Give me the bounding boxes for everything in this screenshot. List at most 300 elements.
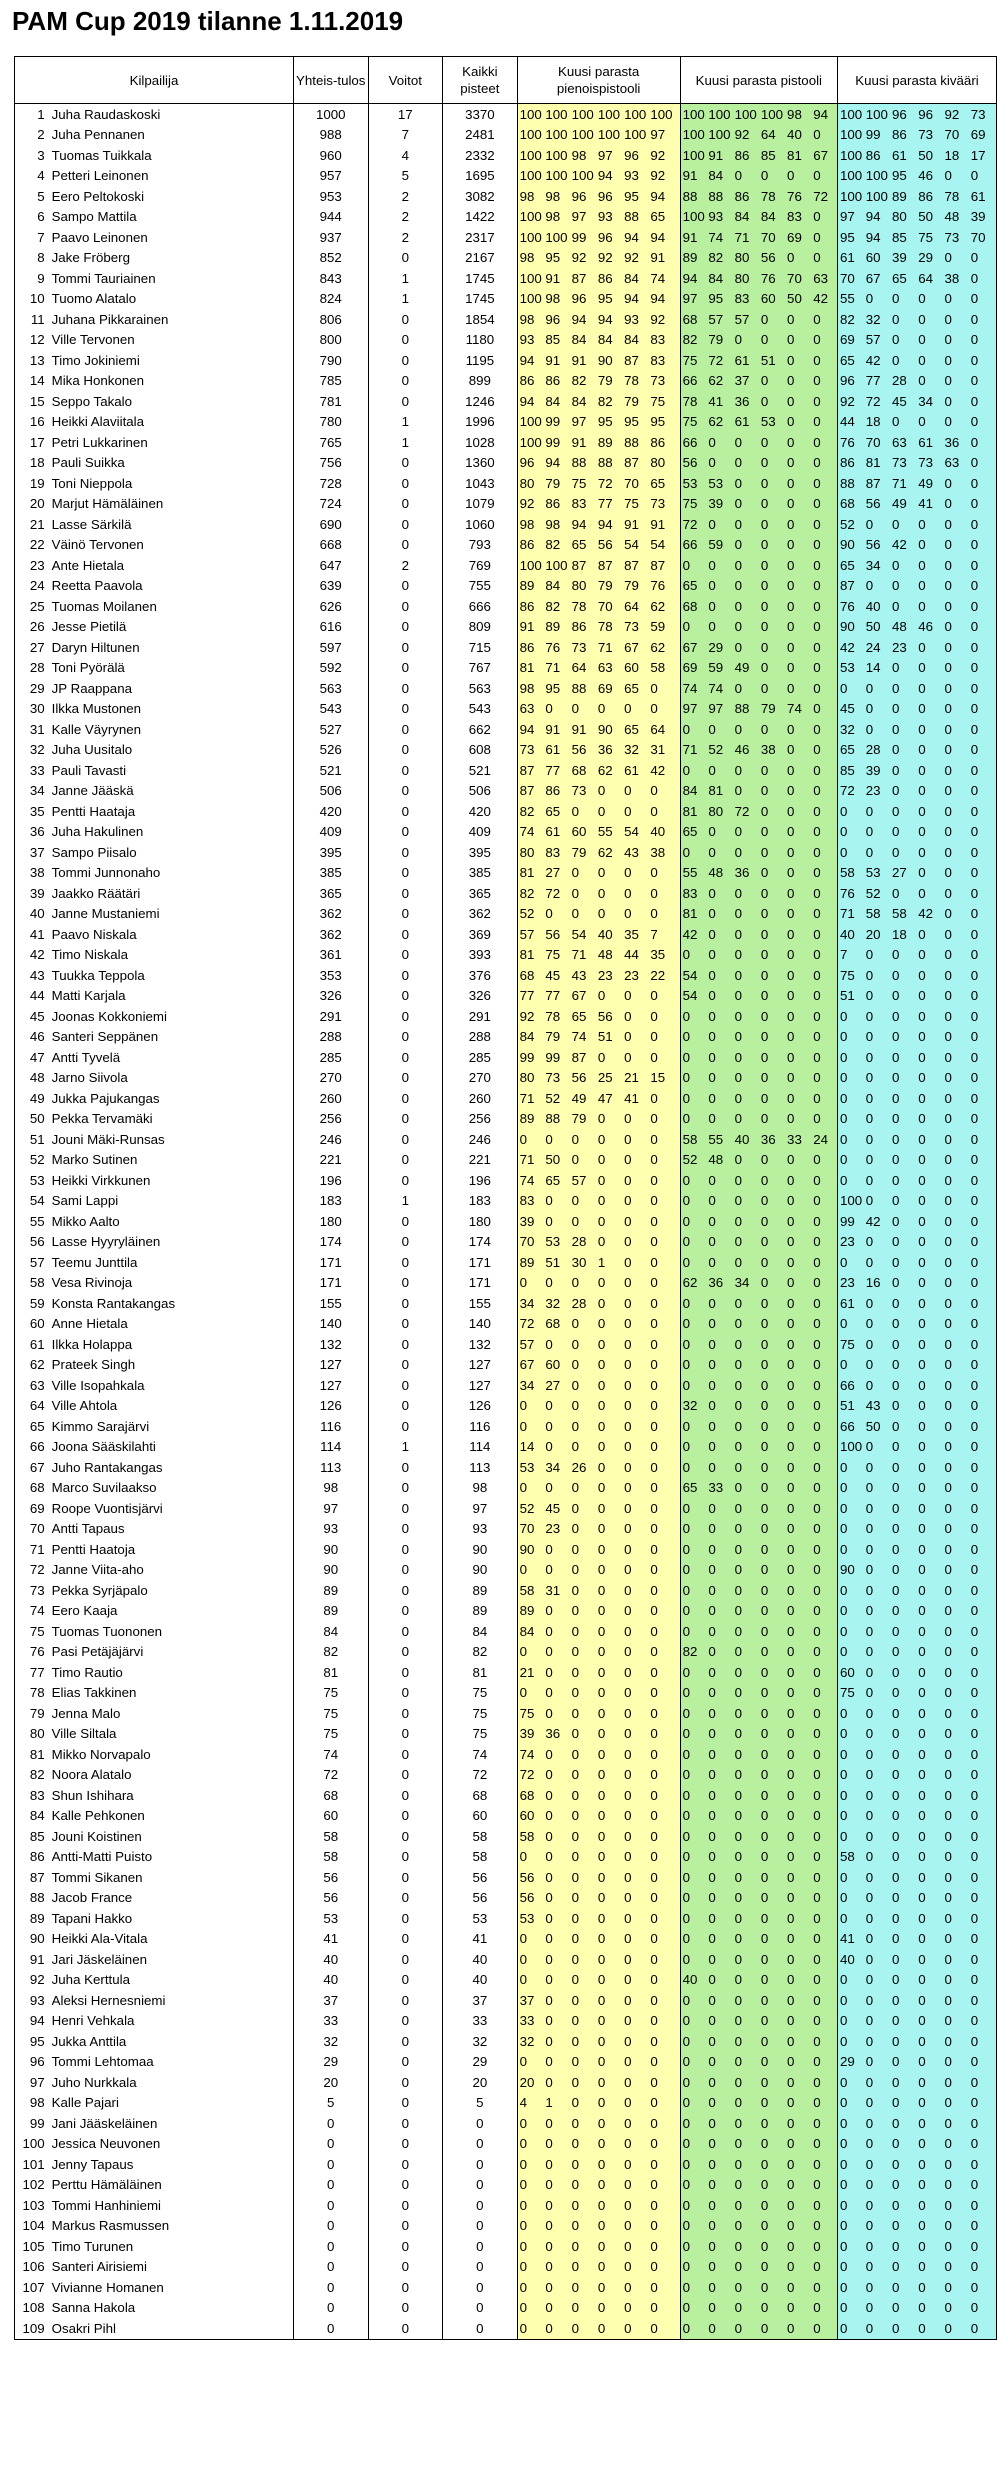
score-pienoispistooli-cell: 72 bbox=[517, 1765, 543, 1786]
score-kivaari-cell: 96 bbox=[838, 371, 864, 392]
score-kivaari-cell: 58 bbox=[890, 904, 916, 925]
score-pienoispistooli-cell: 0 bbox=[596, 2236, 622, 2257]
score-pistooli-cell: 0 bbox=[785, 432, 811, 453]
score-pienoispistooli-cell: 38 bbox=[648, 842, 680, 863]
wins-cell: 0 bbox=[368, 822, 443, 843]
score-pistooli-cell: 0 bbox=[733, 842, 759, 863]
score-pienoispistooli-cell: 0 bbox=[543, 2072, 569, 2093]
score-pistooli-cell: 0 bbox=[785, 2113, 811, 2134]
score-pienoispistooli-cell: 86 bbox=[517, 535, 543, 556]
score-kivaari-cell: 0 bbox=[890, 2195, 916, 2216]
score-kivaari-cell: 0 bbox=[838, 842, 864, 863]
rank-cell: 107 bbox=[15, 2277, 48, 2298]
score-pienoispistooli-cell: 98 bbox=[517, 186, 543, 207]
score-pistooli-cell: 81 bbox=[785, 145, 811, 166]
score-kivaari-cell: 0 bbox=[942, 1478, 968, 1499]
total-cell: 171 bbox=[293, 1252, 368, 1273]
score-pienoispistooli-cell: 92 bbox=[517, 1006, 543, 1027]
score-pienoispistooli-cell: 87 bbox=[517, 781, 543, 802]
score-pienoispistooli-cell: 0 bbox=[648, 1273, 680, 1294]
score-pistooli-cell: 0 bbox=[680, 719, 706, 740]
score-kivaari-cell: 0 bbox=[916, 1129, 942, 1150]
score-kivaari-cell: 0 bbox=[890, 1396, 916, 1417]
score-kivaari-cell: 52 bbox=[838, 514, 864, 535]
score-pienoispistooli-cell: 79 bbox=[622, 576, 648, 597]
score-kivaari-cell: 0 bbox=[969, 1580, 997, 1601]
score-kivaari-cell: 0 bbox=[942, 1601, 968, 1622]
score-pistooli-cell: 0 bbox=[706, 945, 732, 966]
score-pistooli-cell: 0 bbox=[706, 1211, 732, 1232]
score-pienoispistooli-cell: 0 bbox=[648, 1519, 680, 1540]
table-row bbox=[15, 863, 997, 884]
table-row bbox=[15, 166, 997, 187]
competitor-name: Lasse Hyyryläinen bbox=[51, 1234, 161, 1250]
score-pistooli-cell: 0 bbox=[733, 1252, 759, 1273]
score-pistooli-cell: 91 bbox=[680, 166, 706, 187]
score-pienoispistooli-cell: 79 bbox=[596, 576, 622, 597]
score-kivaari-cell: 0 bbox=[864, 2277, 890, 2298]
score-pistooli-cell: 0 bbox=[733, 2154, 759, 2175]
wins-cell: 2 bbox=[368, 207, 443, 228]
total-cell: 626 bbox=[293, 596, 368, 617]
table-row bbox=[15, 289, 997, 310]
score-pistooli-cell: 0 bbox=[733, 1232, 759, 1253]
total-cell: 56 bbox=[293, 1867, 368, 1888]
score-pienoispistooli-cell: 67 bbox=[622, 637, 648, 658]
score-kivaari-cell: 0 bbox=[969, 350, 997, 371]
rank-cell: 91 bbox=[15, 1949, 48, 1970]
score-kivaari-cell: 0 bbox=[916, 986, 942, 1007]
competitor-name: Petteri Leinonen bbox=[51, 168, 149, 184]
score-pistooli-cell: 0 bbox=[811, 1252, 837, 1273]
score-pistooli-cell: 97 bbox=[706, 699, 732, 720]
all-points-cell: 1060 bbox=[443, 514, 518, 535]
score-pistooli-cell: 0 bbox=[759, 1293, 785, 1314]
score-pienoispistooli-cell: 100 bbox=[517, 145, 543, 166]
total-cell: 0 bbox=[293, 2257, 368, 2278]
score-kivaari-cell: 0 bbox=[942, 1867, 968, 1888]
score-pienoispistooli-cell: 0 bbox=[596, 2093, 622, 2114]
score-pienoispistooli-cell: 0 bbox=[622, 2093, 648, 2114]
competitor-name: Joona Sääskilahti bbox=[51, 1439, 156, 1455]
score-pienoispistooli-cell: 27 bbox=[543, 863, 569, 884]
score-pistooli-cell: 0 bbox=[733, 1211, 759, 1232]
competitor-name: Ville Isopahkala bbox=[51, 1377, 145, 1393]
score-pistooli-cell: 82 bbox=[680, 1642, 706, 1663]
score-kivaari-cell: 0 bbox=[969, 1211, 997, 1232]
score-pienoispistooli-cell: 60 bbox=[622, 658, 648, 679]
rank-cell: 16 bbox=[15, 412, 48, 433]
score-kivaari-cell: 0 bbox=[890, 2277, 916, 2298]
score-kivaari-cell: 0 bbox=[969, 1232, 997, 1253]
table-row bbox=[15, 2195, 997, 2216]
competitor-name: Marko Sutinen bbox=[51, 1152, 138, 1168]
wins-cell: 0 bbox=[368, 1027, 443, 1048]
score-kivaari-cell: 73 bbox=[890, 453, 916, 474]
rank-cell: 69 bbox=[15, 1498, 48, 1519]
score-pienoispistooli-cell: 0 bbox=[517, 2195, 543, 2216]
score-pistooli-cell: 0 bbox=[706, 1519, 732, 1540]
competitor-name: Noora Alatalo bbox=[51, 1767, 132, 1783]
competitor-name: Paavo Leinonen bbox=[51, 229, 148, 245]
score-pienoispistooli-cell: 74 bbox=[648, 268, 680, 289]
competitor-name: Eero Kaaja bbox=[51, 1603, 118, 1619]
score-pistooli-cell: 0 bbox=[785, 1601, 811, 1622]
score-pistooli-cell: 0 bbox=[680, 945, 706, 966]
score-pistooli-cell: 0 bbox=[733, 2031, 759, 2052]
all-points-cell: 608 bbox=[443, 740, 518, 761]
all-points-cell: 0 bbox=[443, 2318, 518, 2339]
score-kivaari-cell: 53 bbox=[864, 863, 890, 884]
score-kivaari-cell: 69 bbox=[969, 125, 997, 146]
rank-cell: 76 bbox=[15, 1642, 48, 1663]
score-pienoispistooli-cell: 0 bbox=[648, 2052, 680, 2073]
competitor-name: Tommi Junnonaho bbox=[51, 865, 161, 881]
score-pienoispistooli-cell: 86 bbox=[543, 781, 569, 802]
score-pienoispistooli-cell: 0 bbox=[543, 1129, 569, 1150]
score-kivaari-cell: 0 bbox=[864, 1006, 890, 1027]
score-pistooli-cell: 71 bbox=[733, 227, 759, 248]
score-kivaari-cell: 0 bbox=[942, 1252, 968, 1273]
wins-cell: 0 bbox=[368, 1806, 443, 1827]
rank-cell: 21 bbox=[15, 514, 48, 535]
total-cell: 68 bbox=[293, 1785, 368, 1806]
score-pienoispistooli-cell: 0 bbox=[596, 883, 622, 904]
competitor-name: Juha Raudaskoski bbox=[51, 106, 161, 122]
score-pistooli-cell: 0 bbox=[785, 1109, 811, 1130]
score-kivaari-cell: 0 bbox=[942, 1929, 968, 1950]
score-pistooli-cell: 0 bbox=[785, 801, 811, 822]
score-pienoispistooli-cell: 0 bbox=[543, 2298, 569, 2319]
score-pienoispistooli-cell: 82 bbox=[543, 596, 569, 617]
score-kivaari-cell: 0 bbox=[890, 1006, 916, 1027]
score-kivaari-cell: 48 bbox=[890, 617, 916, 638]
table-row bbox=[15, 1949, 997, 1970]
score-pistooli-cell: 0 bbox=[733, 1088, 759, 1109]
score-pistooli-cell: 0 bbox=[811, 1990, 837, 2011]
score-kivaari-cell: 0 bbox=[838, 1703, 864, 1724]
score-pistooli-cell: 52 bbox=[706, 740, 732, 761]
score-pistooli-cell: 0 bbox=[811, 1560, 837, 1581]
score-pienoispistooli-cell: 0 bbox=[570, 2277, 596, 2298]
score-pistooli-cell: 76 bbox=[759, 268, 785, 289]
score-pienoispistooli-cell: 99 bbox=[517, 1047, 543, 1068]
score-kivaari-cell: 0 bbox=[890, 1888, 916, 1909]
score-pistooli-cell: 0 bbox=[706, 432, 732, 453]
score-kivaari-cell: 0 bbox=[916, 1724, 942, 1745]
score-kivaari-cell: 0 bbox=[942, 391, 968, 412]
table-row bbox=[15, 801, 997, 822]
score-pistooli-cell: 93 bbox=[706, 207, 732, 228]
score-pistooli-cell: 0 bbox=[733, 1560, 759, 1581]
score-pienoispistooli-cell: 0 bbox=[543, 1478, 569, 1499]
score-kivaari-cell: 0 bbox=[864, 2031, 890, 2052]
score-kivaari-cell: 0 bbox=[864, 1970, 890, 1991]
score-pistooli-cell: 62 bbox=[680, 1273, 706, 1294]
score-pistooli-cell: 0 bbox=[785, 924, 811, 945]
score-pienoispistooli-cell: 57 bbox=[570, 1170, 596, 1191]
score-pistooli-cell: 0 bbox=[706, 904, 732, 925]
score-pienoispistooli-cell: 98 bbox=[570, 145, 596, 166]
score-kivaari-cell: 0 bbox=[916, 1047, 942, 1068]
score-pistooli-cell: 0 bbox=[811, 1088, 837, 1109]
score-kivaari-cell: 23 bbox=[890, 637, 916, 658]
score-kivaari-cell: 0 bbox=[969, 2093, 997, 2114]
score-pistooli-cell: 0 bbox=[733, 1170, 759, 1191]
score-pienoispistooli-cell: 0 bbox=[570, 1826, 596, 1847]
score-kivaari-cell: 0 bbox=[942, 1970, 968, 1991]
score-pienoispistooli-cell: 0 bbox=[543, 1621, 569, 1642]
score-pistooli-cell: 0 bbox=[706, 1396, 732, 1417]
score-kivaari-cell: 0 bbox=[916, 1396, 942, 1417]
score-kivaari-cell: 86 bbox=[890, 125, 916, 146]
rank-cell: 27 bbox=[15, 637, 48, 658]
score-kivaari-cell: 23 bbox=[864, 781, 890, 802]
score-pienoispistooli-cell: 0 bbox=[648, 2031, 680, 2052]
score-kivaari-cell: 0 bbox=[838, 1642, 864, 1663]
score-kivaari-cell: 0 bbox=[864, 2113, 890, 2134]
score-pistooli-cell: 0 bbox=[811, 1580, 837, 1601]
score-pienoispistooli-cell: 95 bbox=[622, 412, 648, 433]
score-kivaari-cell: 0 bbox=[942, 1826, 968, 1847]
score-pienoispistooli-cell: 94 bbox=[596, 166, 622, 187]
score-pistooli-cell: 0 bbox=[785, 1232, 811, 1253]
score-kivaari-cell: 0 bbox=[838, 1867, 864, 1888]
score-pienoispistooli-cell: 87 bbox=[517, 760, 543, 781]
table-row bbox=[15, 207, 997, 228]
score-pienoispistooli-cell: 0 bbox=[648, 1560, 680, 1581]
score-pienoispistooli-cell: 87 bbox=[622, 555, 648, 576]
score-pienoispistooli-cell: 0 bbox=[596, 1109, 622, 1130]
table-row bbox=[15, 637, 997, 658]
score-pistooli-cell: 0 bbox=[785, 2236, 811, 2257]
score-kivaari-cell: 50 bbox=[864, 1416, 890, 1437]
score-kivaari-cell: 0 bbox=[942, 1191, 968, 1212]
score-kivaari-cell: 0 bbox=[942, 1006, 968, 1027]
score-pistooli-cell: 0 bbox=[785, 883, 811, 904]
score-pistooli-cell: 0 bbox=[785, 1334, 811, 1355]
competitor-name: Ilkka Holappa bbox=[51, 1336, 133, 1352]
score-kivaari-cell: 0 bbox=[916, 719, 942, 740]
score-pienoispistooli-cell: 0 bbox=[622, 1314, 648, 1335]
score-pistooli-cell: 0 bbox=[811, 699, 837, 720]
score-pistooli-cell: 100 bbox=[680, 207, 706, 228]
score-kivaari-cell: 0 bbox=[890, 1580, 916, 1601]
rank-cell: 39 bbox=[15, 883, 48, 904]
score-kivaari-cell: 0 bbox=[864, 1068, 890, 1089]
score-kivaari-cell: 0 bbox=[890, 1662, 916, 1683]
all-points-cell: 58 bbox=[443, 1847, 518, 1868]
score-kivaari-cell: 0 bbox=[942, 1683, 968, 1704]
score-kivaari-cell: 0 bbox=[864, 1949, 890, 1970]
all-points-cell: 2332 bbox=[443, 145, 518, 166]
all-points-cell: 72 bbox=[443, 1765, 518, 1786]
score-pienoispistooli-cell: 100 bbox=[517, 432, 543, 453]
score-kivaari-cell: 0 bbox=[864, 1867, 890, 1888]
score-kivaari-cell: 0 bbox=[969, 1334, 997, 1355]
total-cell: 852 bbox=[293, 248, 368, 269]
score-kivaari-cell: 0 bbox=[969, 1621, 997, 1642]
score-pienoispistooli-cell: 0 bbox=[543, 1191, 569, 1212]
score-pienoispistooli-cell: 98 bbox=[543, 207, 569, 228]
score-pienoispistooli-cell: 0 bbox=[570, 1867, 596, 1888]
score-pienoispistooli-cell: 0 bbox=[596, 1867, 622, 1888]
wins-cell: 0 bbox=[368, 1970, 443, 1991]
competitor-name: Lasse Särkilä bbox=[51, 516, 132, 532]
score-kivaari-cell: 0 bbox=[890, 801, 916, 822]
rank-cell: 88 bbox=[15, 1888, 48, 1909]
score-kivaari-cell: 100 bbox=[864, 166, 890, 187]
score-pienoispistooli-cell: 0 bbox=[596, 2277, 622, 2298]
score-pistooli-cell: 0 bbox=[733, 2277, 759, 2298]
score-pistooli-cell: 92 bbox=[733, 125, 759, 146]
score-pistooli-cell: 0 bbox=[785, 986, 811, 1007]
competitor-name: Juha Kerttula bbox=[51, 1972, 130, 1988]
score-pienoispistooli-cell: 68 bbox=[570, 760, 596, 781]
total-cell: 72 bbox=[293, 1765, 368, 1786]
score-pistooli-cell: 0 bbox=[785, 1068, 811, 1089]
all-points-cell: 809 bbox=[443, 617, 518, 638]
score-pistooli-cell: 0 bbox=[733, 2011, 759, 2032]
rank-cell: 3 bbox=[15, 145, 48, 166]
score-pistooli-cell: 0 bbox=[759, 1908, 785, 1929]
score-pistooli-cell: 0 bbox=[680, 555, 706, 576]
score-pienoispistooli-cell: 39 bbox=[517, 1211, 543, 1232]
score-pistooli-cell: 0 bbox=[759, 1580, 785, 1601]
table-row bbox=[15, 1170, 997, 1191]
score-pistooli-cell: 0 bbox=[733, 1519, 759, 1540]
table-row bbox=[15, 1765, 997, 1786]
rank-cell: 89 bbox=[15, 1908, 48, 1929]
score-pistooli-cell: 0 bbox=[785, 1744, 811, 1765]
rank-cell: 31 bbox=[15, 719, 48, 740]
competitor-name: Timo Turunen bbox=[51, 2238, 134, 2254]
score-kivaari-cell: 0 bbox=[942, 1765, 968, 1786]
score-kivaari-cell: 28 bbox=[864, 740, 890, 761]
table-row bbox=[15, 596, 997, 617]
table-row bbox=[15, 678, 997, 699]
score-kivaari-cell: 0 bbox=[969, 1375, 997, 1396]
score-pienoispistooli-cell: 0 bbox=[596, 1949, 622, 1970]
score-kivaari-cell: 0 bbox=[890, 2298, 916, 2319]
total-cell: 1000 bbox=[293, 104, 368, 125]
wins-cell: 2 bbox=[368, 186, 443, 207]
score-pienoispistooli-cell: 23 bbox=[622, 965, 648, 986]
score-pienoispistooli-cell: 52 bbox=[517, 904, 543, 925]
score-pistooli-cell: 0 bbox=[706, 1416, 732, 1437]
score-pistooli-cell: 72 bbox=[811, 186, 837, 207]
score-kivaari-cell: 73 bbox=[916, 453, 942, 474]
rank-cell: 93 bbox=[15, 1990, 48, 2011]
score-pistooli-cell: 0 bbox=[759, 2236, 785, 2257]
score-kivaari-cell: 0 bbox=[942, 740, 968, 761]
score-pistooli-cell: 0 bbox=[759, 1703, 785, 1724]
wins-cell: 0 bbox=[368, 1355, 443, 1376]
score-pienoispistooli-cell: 0 bbox=[543, 1334, 569, 1355]
score-kivaari-cell: 0 bbox=[838, 1498, 864, 1519]
score-kivaari-cell: 42 bbox=[864, 350, 890, 371]
score-pistooli-cell: 0 bbox=[706, 1355, 732, 1376]
score-pistooli-cell: 100 bbox=[706, 104, 732, 125]
score-pistooli-cell: 53 bbox=[680, 473, 706, 494]
table-row bbox=[15, 883, 997, 904]
score-pienoispistooli-cell: 0 bbox=[622, 1683, 648, 1704]
score-pienoispistooli-cell: 94 bbox=[648, 289, 680, 310]
score-pienoispistooli-cell: 76 bbox=[543, 637, 569, 658]
score-pistooli-cell: 0 bbox=[759, 2134, 785, 2155]
score-kivaari-cell: 0 bbox=[969, 166, 997, 187]
score-pienoispistooli-cell: 56 bbox=[570, 740, 596, 761]
all-points-cell: 41 bbox=[443, 1929, 518, 1950]
table-row bbox=[15, 1683, 997, 1704]
score-pistooli-cell: 0 bbox=[680, 1047, 706, 1068]
score-pienoispistooli-cell: 0 bbox=[622, 1970, 648, 1991]
score-pienoispistooli-cell: 0 bbox=[622, 781, 648, 802]
score-kivaari-cell: 0 bbox=[916, 1601, 942, 1622]
score-pienoispistooli-cell: 0 bbox=[570, 1683, 596, 1704]
score-pienoispistooli-cell: 36 bbox=[543, 1724, 569, 1745]
all-points-cell: 97 bbox=[443, 1498, 518, 1519]
score-pienoispistooli-cell: 0 bbox=[622, 904, 648, 925]
score-pistooli-cell: 0 bbox=[811, 2318, 837, 2339]
score-pistooli-cell: 0 bbox=[811, 1150, 837, 1171]
score-kivaari-cell: 0 bbox=[864, 1703, 890, 1724]
total-cell: 183 bbox=[293, 1191, 368, 1212]
score-pienoispistooli-cell: 94 bbox=[517, 391, 543, 412]
score-kivaari-cell: 0 bbox=[838, 1539, 864, 1560]
score-kivaari-cell: 0 bbox=[942, 699, 968, 720]
score-kivaari-cell: 0 bbox=[864, 1437, 890, 1458]
score-kivaari-cell: 0 bbox=[916, 1088, 942, 1109]
wins-cell: 0 bbox=[368, 1621, 443, 1642]
total-cell: 592 bbox=[293, 658, 368, 679]
score-kivaari-cell: 42 bbox=[838, 637, 864, 658]
total-cell: 957 bbox=[293, 166, 368, 187]
score-pistooli-cell: 81 bbox=[706, 781, 732, 802]
total-cell: 409 bbox=[293, 822, 368, 843]
score-pistooli-cell: 0 bbox=[733, 453, 759, 474]
score-kivaari-cell: 0 bbox=[969, 1826, 997, 1847]
score-kivaari-cell: 0 bbox=[890, 1519, 916, 1540]
all-points-cell: 270 bbox=[443, 1068, 518, 1089]
score-pienoispistooli-cell: 0 bbox=[543, 2236, 569, 2257]
score-kivaari-cell: 0 bbox=[969, 248, 997, 269]
score-pistooli-cell: 0 bbox=[733, 1683, 759, 1704]
score-kivaari-cell: 0 bbox=[969, 1129, 997, 1150]
rank-cell: 59 bbox=[15, 1293, 48, 1314]
score-pienoispistooli-cell: 73 bbox=[570, 637, 596, 658]
table-row bbox=[15, 145, 997, 166]
score-pienoispistooli-cell: 100 bbox=[543, 125, 569, 146]
score-pistooli-cell: 0 bbox=[706, 924, 732, 945]
score-kivaari-cell: 46 bbox=[916, 617, 942, 638]
wins-cell: 0 bbox=[368, 760, 443, 781]
score-pistooli-cell: 75 bbox=[680, 350, 706, 371]
score-kivaari-cell: 0 bbox=[890, 1437, 916, 1458]
score-pistooli-cell: 57 bbox=[706, 309, 732, 330]
competitor-name: Ilkka Mustonen bbox=[51, 701, 142, 717]
rank-cell: 9 bbox=[15, 268, 48, 289]
score-pienoispistooli-cell: 0 bbox=[596, 1498, 622, 1519]
score-pistooli-cell: 48 bbox=[706, 1150, 732, 1171]
score-kivaari-cell: 0 bbox=[916, 1437, 942, 1458]
score-pienoispistooli-cell: 0 bbox=[570, 2318, 596, 2339]
header-wins: Voitot bbox=[368, 57, 443, 104]
score-kivaari-cell: 0 bbox=[838, 1580, 864, 1601]
score-pienoispistooli-cell: 53 bbox=[543, 1232, 569, 1253]
wins-cell: 0 bbox=[368, 1498, 443, 1519]
score-pistooli-cell: 0 bbox=[785, 1888, 811, 1909]
